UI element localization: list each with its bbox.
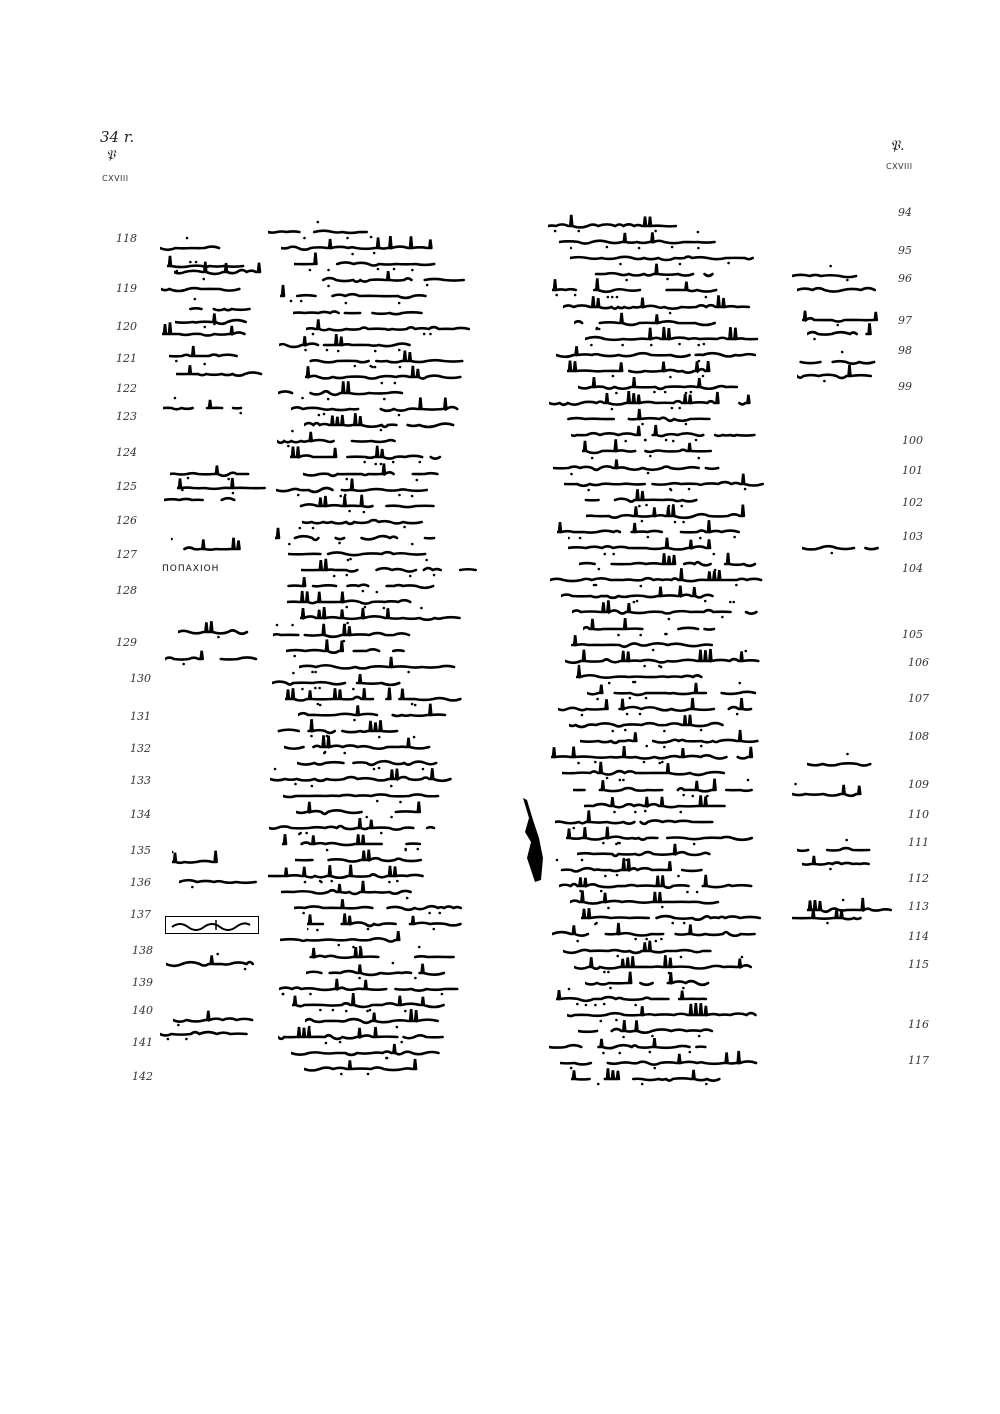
verse-number-right: 106 [908,656,929,669]
marginal-gloss-right [807,750,885,772]
verse-number-left: 138 [132,944,153,957]
verse-number-right: 100 [902,434,923,447]
verse-number-right: 111 [908,836,929,849]
verse-number-right: 116 [908,1018,929,1031]
folio-reference-right: CXVIII [886,162,913,171]
verse-number-left: 136 [130,876,151,889]
verse-number-right: 114 [908,930,929,943]
marginal-gloss-right [797,276,881,298]
marginal-gloss-left [176,360,269,382]
marginal-gloss-right [802,850,887,872]
verse-number-left: 131 [130,710,151,723]
marginal-gloss-right [797,362,877,384]
marginal-gloss-right [802,534,891,556]
marginal-gloss-left [172,848,253,870]
ink-stain [517,798,545,882]
verse-number-right: 95 [898,244,912,257]
verse-number-left: 139 [132,976,153,989]
verse-number-right: 102 [902,496,923,509]
verse-number-right: 113 [908,900,929,913]
verse-number-right: 97 [898,314,912,327]
folio-number: 34 r. [100,128,135,146]
verse-number-right: 94 [898,206,912,219]
verse-number-left: 130 [130,672,151,685]
verse-number-left: 129 [116,636,137,649]
verse-number-right: 99 [898,380,912,393]
verse-number-left: 121 [116,352,137,365]
verse-number-left: 137 [130,908,151,921]
verse-number-right: 108 [908,730,929,743]
marginal-gloss-right [807,320,889,342]
greek-marginal-note: ΠΟΠΑΧΙΟΗ [162,564,220,574]
folio-reference-left: CXVIII [102,174,129,183]
marginal-gloss-left [164,486,251,508]
verse-number-left: 126 [116,514,137,527]
folio-sigla: 𝔓 [106,148,116,163]
manuscript-line-left [304,1055,438,1077]
verse-number-left: 127 [116,548,137,561]
marginal-gloss-left [165,645,260,667]
verse-number-left: 135 [130,844,151,857]
marginal-gloss-right [792,780,879,802]
verse-number-right: 105 [902,628,923,641]
verse-number-left: 142 [132,1070,153,1083]
verse-number-left: 133 [130,774,151,787]
verse-number-right: 103 [902,530,923,543]
verse-number-left: 141 [132,1036,153,1049]
boxed-marginal-note [165,916,259,934]
verse-number-right: 98 [898,344,912,357]
verse-number-left: 124 [116,446,137,459]
verse-number-right: 117 [908,1054,929,1067]
marginal-gloss-left [160,1020,260,1042]
marginal-gloss-left [179,868,271,890]
verse-number-left: 125 [116,480,137,493]
verse-number-right: 104 [902,562,923,575]
marginal-gloss-left [161,275,249,297]
verse-number-right: 96 [898,272,912,285]
marginal-gloss-left [166,950,269,972]
verse-number-right: 115 [908,958,929,971]
marginal-gloss-left [162,320,258,342]
verse-number-right: 110 [908,808,929,821]
verse-number-left: 123 [116,410,137,423]
marginal-gloss-left [163,394,267,416]
marginal-gloss-right [792,904,875,926]
marginal-gloss-left [171,535,269,557]
verse-number-left: 128 [116,584,137,597]
verse-number-left: 119 [116,282,137,295]
verse-number-right: 101 [902,464,923,477]
verse-number-left: 140 [132,1004,153,1017]
verse-number-left: 120 [116,320,137,333]
verse-number-left: 122 [116,382,137,395]
manuscript-line-right [571,1065,728,1087]
verse-number-left: 118 [116,232,137,245]
verse-number-left: 132 [130,742,151,755]
verse-number-right: 109 [908,778,929,791]
folio-sigla-right: 𝔓. [890,138,905,154]
verse-number-right: 112 [908,872,929,885]
verse-number-right: 107 [908,692,929,705]
verse-number-left: 134 [130,808,151,821]
marginal-gloss-left [178,618,262,640]
